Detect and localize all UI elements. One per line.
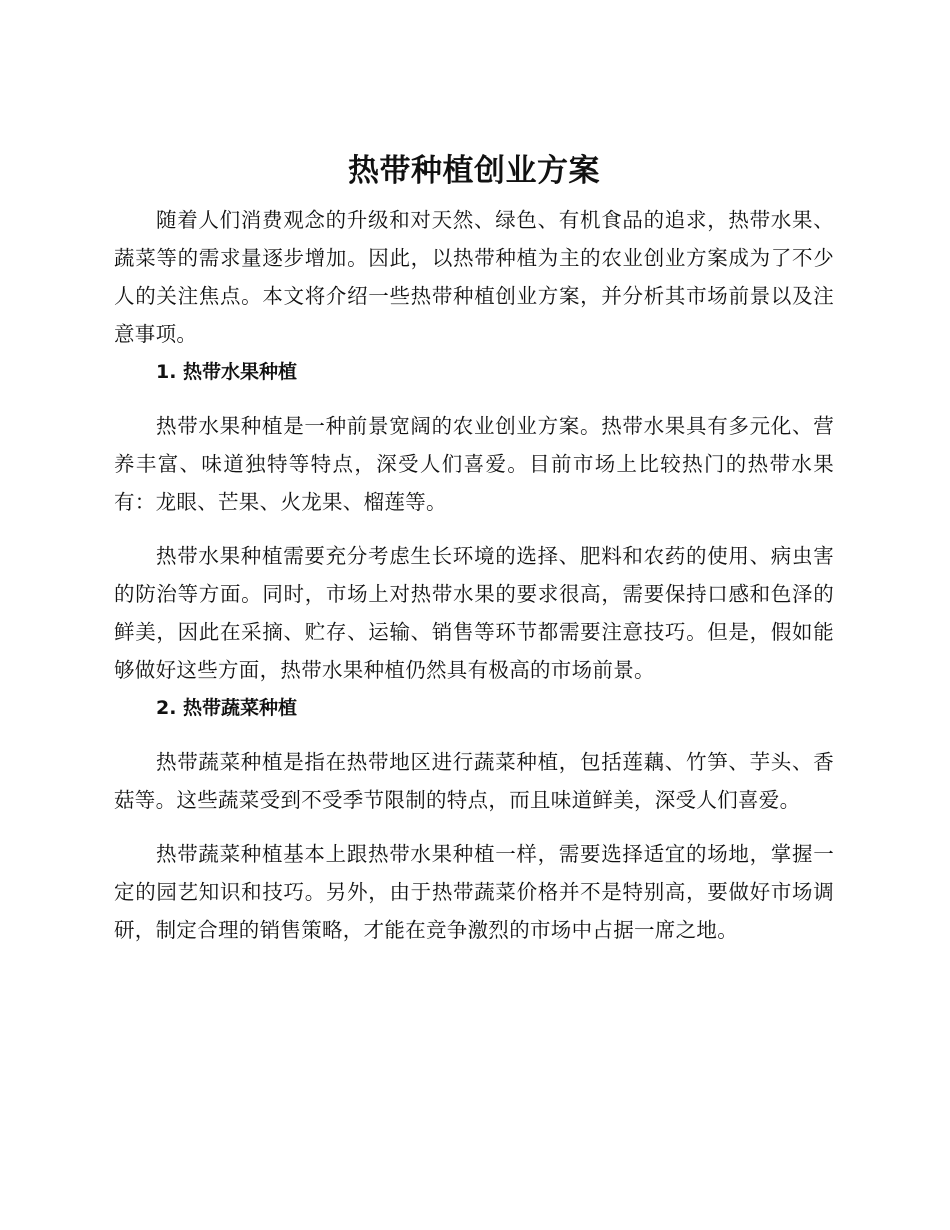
section-paragraph: 热带蔬菜种植是指在热带地区进行蔬菜种植，包括莲藕、竹笋、芋头、香菇等。这些蔬菜受到不受季节限制的特点，而且味道鲜美，深受人们喜爱。	[114, 750, 834, 812]
intro-paragraph: 随着人们消费观念的升级和对天然、绿色、有机食品的追求，热带水果、蔬菜等的需求量逐步增加。因此，以热带种植为主的农业创业方案成为了不少人的关注焦点。本文将介绍一些热带种植创业方案，并分析其市场前景以及注意事项。	[114, 208, 834, 346]
section-heading-vegetable: 2. 热带蔬菜种植	[156, 697, 298, 719]
document-body	[114, 146, 834, 949]
section-heading-fruit: 1. 热带水果种植	[156, 361, 298, 383]
section-paragraph: 热带水果种植是一种前景宽阔的农业创业方案。热带水果具有多元化、营养丰富、味道独特等特点，深受人们喜爱。目前市场上比较热门的热带水果有：龙眼、芒果、火龙果、榴莲等。	[114, 414, 834, 514]
section-paragraph: 热带水果种植需要充分考虑生长环境的选择、肥料和农药的使用、病虫害的防治等方面。同时，市场上对热带水果的要求很高，需要保持口感和色泽的鲜美，因此在采摘、贮存、运输、销售等环节都需要注意技巧。但是，假如能够做好这些方面，热带水果种植仍然具有极高的市场前景。	[114, 544, 834, 682]
section-paragraph: 热带蔬菜种植基本上跟热带水果种植一样，需要选择适宜的场地，掌握一定的园艺知识和技巧。另外，由于热带蔬菜价格并不是特别高，要做好市场调研，制定合理的销售策略，才能在竞争激烈的市场中占据一席之地。	[114, 842, 834, 942]
document-title: 热带种植创业方案	[348, 153, 600, 189]
